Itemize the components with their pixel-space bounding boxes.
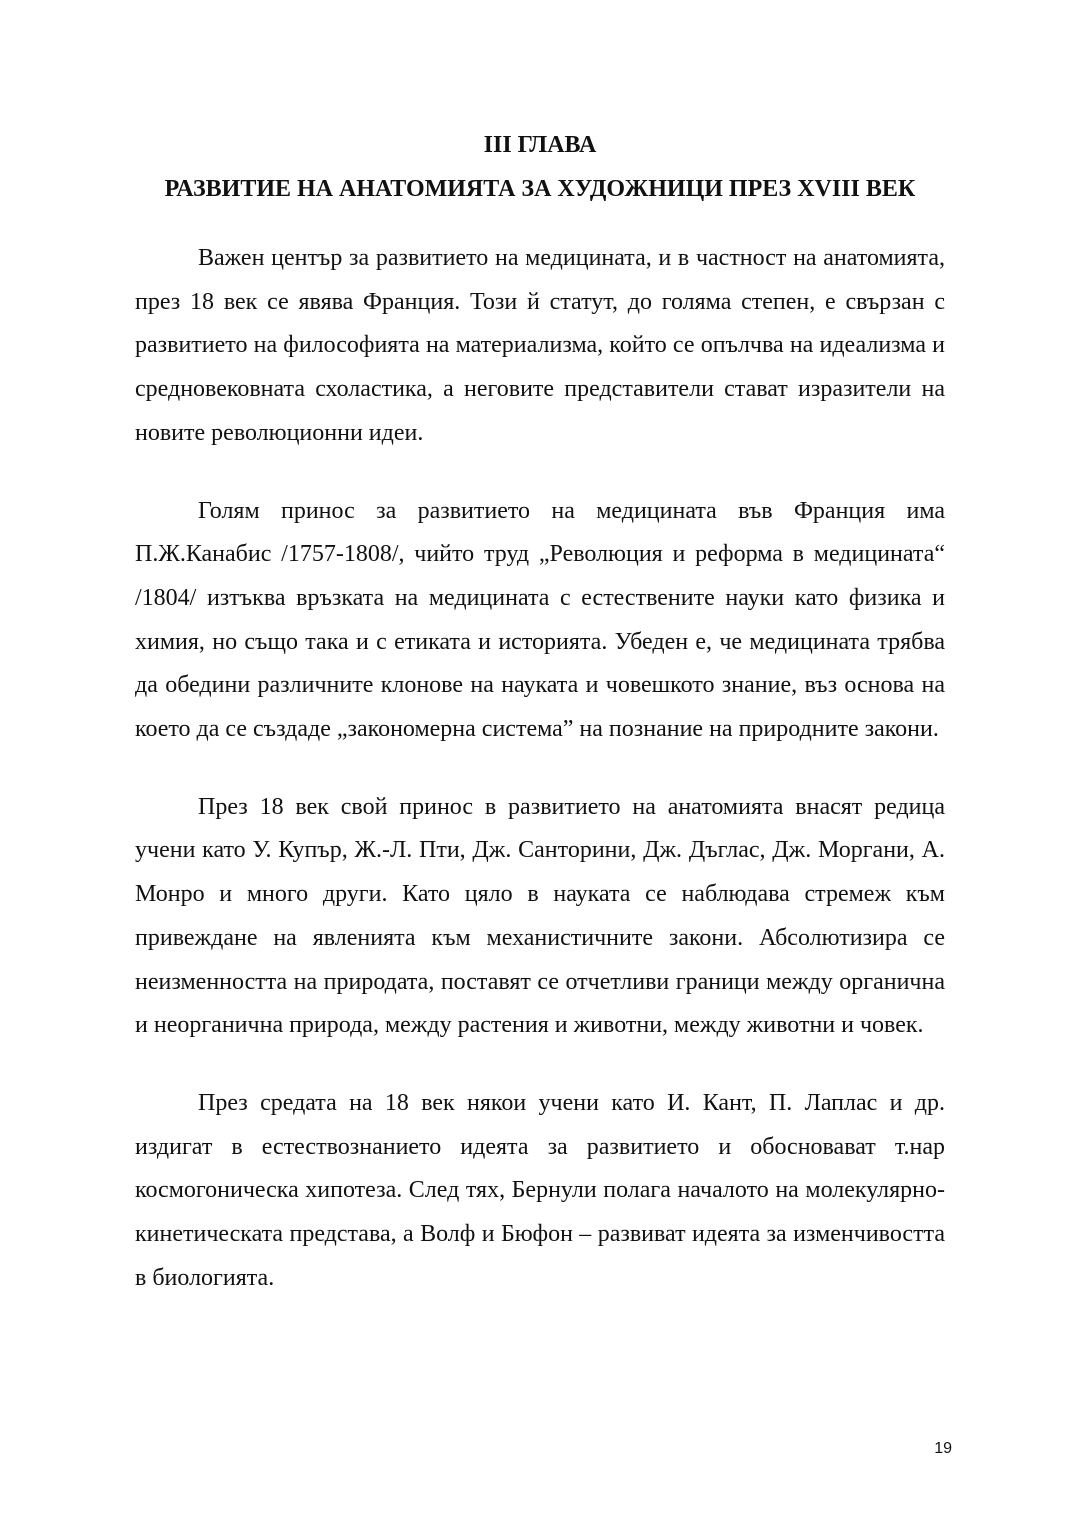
body-text [135, 237, 945, 1300]
paragraph-3: През 18 век свой принос в развитието на анатомията внасят редица учени като У. Купър, Ж.-Л. Пти, Дж. Санторини, Дж. Дъглас, Дж. Моргани, А. Монро и много други. Като цяло в науката се наблюдава стремеж към привеждане на явленията към механистичните закони. Абсолютизира се неизменността на природата, поставят се отчетливи граници между органична и неорганична природа, между растения и животни, между животни и човек. [135, 793, 945, 1039]
document-page [135, 125, 945, 1334]
paragraph-2: Голям принос за развитието на медицината във Франция има П.Ж.Канабис /1757-1808/, чийто труд „Революция и реформа в медицината“ /1804/ изтъква връзката на медицината с естествените науки като физика и химия, но също така и с етиката и историята. Убеден е, че медицината трябва да обедини различните клонове на науката и човешкото знание, въз основа на което да се създаде „закономерна система” на познание на природните закони. [135, 497, 945, 743]
chapter-label: III ГЛАВА [483, 132, 597, 158]
page-number: 19 [934, 1440, 952, 1457]
paragraph-4: През средата на 18 век някои учени като И. Кант, П. Лаплас и др. издигат в естествознанието идеята за развитието и обосновават т.нар космогоническа хипотеза. След тях, Бернули полага началото на молекулярно-кинетическата представа, а Волф и Бюфон – развиват идеята за изменчивостта в биологията. [135, 1089, 945, 1291]
chapter-title: РАЗВИТИЕ НА АНАТОМИЯТА ЗА ХУДОЖНИЦИ ПРЕЗ XVIII ВЕК [164, 176, 916, 202]
paragraph-1: Важен център за развитието на медицината, и в частност на анатомията, през 18 век се явява Франция. Този й статут, до голяма степен, е свързан с развитието на философията на материализма, който се опълчва на идеализма и средновековната схоластика, а неговите представители стават изразители на новите революционни идеи. [135, 245, 945, 446]
